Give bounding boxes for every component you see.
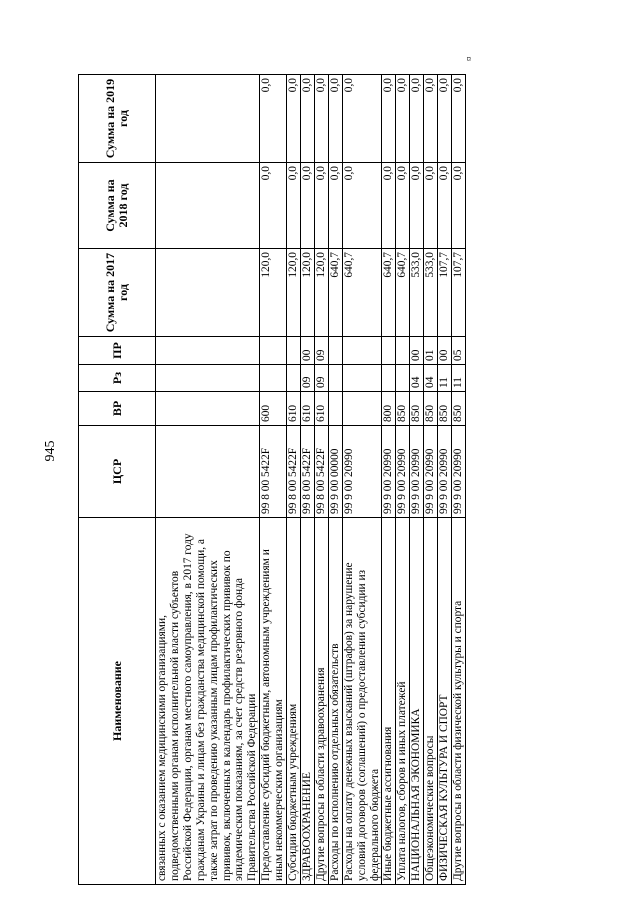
cell-csr: 99 8 00 5422F bbox=[287, 426, 301, 518]
cell-rz: 04 bbox=[410, 365, 424, 392]
cell-sum-2017: 107,7 bbox=[438, 249, 452, 337]
cell-vr: 850 bbox=[410, 392, 424, 426]
cell-sum-2018: 0,0 bbox=[300, 163, 314, 249]
table-row bbox=[424, 75, 438, 885]
cell-rz: 09 bbox=[314, 365, 328, 392]
cell-sum-2019: 0,0 bbox=[451, 75, 465, 163]
cell-pr: 05 bbox=[451, 337, 465, 365]
cell-name: связанных с оказанием медицинскими организациями, подведомственными органам исполнительной власти субъектов Российской Федерации, органам местного самоуправления, в 2017 году гражданам Украины и лицам без гражданства медицинской помощи, а также затрат по проведению указанным лицам профилактических прививок, включенных в календарь профилактических прививок по эпидемическим показаниям, за счет средств резервного фонда Правительства Российской Федерации bbox=[156, 518, 260, 885]
cell-sum-2018: 0,0 bbox=[342, 163, 382, 249]
cell-vr: 850 bbox=[424, 392, 438, 426]
table-header-row bbox=[79, 75, 156, 885]
cell-csr bbox=[156, 426, 260, 518]
cell-sum-2018: 0,0 bbox=[314, 163, 328, 249]
table-row bbox=[314, 75, 328, 885]
table-row bbox=[300, 75, 314, 885]
cell-sum-2019: 0,0 bbox=[260, 75, 287, 163]
cell-vr: 610 bbox=[287, 392, 301, 426]
cell-rz bbox=[260, 365, 287, 392]
header-vr: ВР bbox=[79, 392, 156, 426]
table-row bbox=[260, 75, 287, 885]
cell-pr bbox=[382, 337, 396, 365]
table-row bbox=[451, 75, 465, 885]
cell-sum-2017: 533,0 bbox=[410, 249, 424, 337]
cell-sum-2017: 120,0 bbox=[314, 249, 328, 337]
cell-name: Другие вопросы в области здравоохранения bbox=[314, 518, 328, 885]
cell-name: НАЦИОНАЛЬНАЯ ЭКОНОМИКА bbox=[410, 518, 424, 885]
cell-sum-2018: 0,0 bbox=[424, 163, 438, 249]
budget-table bbox=[78, 74, 466, 885]
cell-sum-2019: 0,0 bbox=[396, 75, 410, 163]
cell-vr: 610 bbox=[314, 392, 328, 426]
cell-sum-2017 bbox=[156, 249, 260, 337]
cell-csr: 99 9 00 20990 bbox=[342, 426, 382, 518]
cell-vr: 610 bbox=[300, 392, 314, 426]
cell-sum-2017: 107,7 bbox=[451, 249, 465, 337]
cell-vr bbox=[328, 392, 342, 426]
cell-rz bbox=[396, 365, 410, 392]
cell-vr: 800 bbox=[382, 392, 396, 426]
page-number: 945 bbox=[43, 440, 58, 462]
cell-rz bbox=[342, 365, 382, 392]
cell-sum-2019 bbox=[156, 75, 260, 163]
cell-sum-2018: 0,0 bbox=[410, 163, 424, 249]
cell-name: Субсидии бюджетным учреждениям bbox=[287, 518, 301, 885]
cell-pr bbox=[396, 337, 410, 365]
cell-rz: 04 bbox=[424, 365, 438, 392]
table-row bbox=[328, 75, 342, 885]
cell-sum-2017: 120,0 bbox=[260, 249, 287, 337]
cell-sum-2018 bbox=[156, 163, 260, 249]
cell-csr: 99 8 00 5422F bbox=[314, 426, 328, 518]
rotated-table-container bbox=[78, 75, 463, 885]
cell-name: Уплата налогов, сборов и иных платежей bbox=[396, 518, 410, 885]
cell-vr: 850 bbox=[438, 392, 452, 426]
cell-sum-2017: 533,0 bbox=[424, 249, 438, 337]
cell-rz bbox=[328, 365, 342, 392]
table-row bbox=[410, 75, 424, 885]
header-csr: ЦСР bbox=[79, 426, 156, 518]
cell-name: Другие вопросы в области физической культуры и спорта bbox=[451, 518, 465, 885]
header-sum-2018: Сумма на 2018 год bbox=[79, 163, 156, 249]
cell-pr bbox=[260, 337, 287, 365]
cell-pr: 00 bbox=[438, 337, 452, 365]
cell-csr: 99 9 00 20990 bbox=[382, 426, 396, 518]
cell-sum-2019: 0,0 bbox=[438, 75, 452, 163]
cell-sum-2017: 640,7 bbox=[342, 249, 382, 337]
cell-name: Предоставление субсидий бюджетным, автономным учреждениям и иным некоммерческим организациям bbox=[260, 518, 287, 885]
cell-sum-2019: 0,0 bbox=[300, 75, 314, 163]
cell-sum-2019: 0,0 bbox=[287, 75, 301, 163]
edge-mark: ¤ bbox=[464, 56, 474, 61]
cell-csr: 99 9 00 20990 bbox=[438, 426, 452, 518]
cell-name: Общеэкономические вопросы bbox=[424, 518, 438, 885]
cell-pr bbox=[287, 337, 301, 365]
header-pr: ПР bbox=[79, 337, 156, 365]
cell-pr bbox=[342, 337, 382, 365]
cell-sum-2017: 640,7 bbox=[328, 249, 342, 337]
cell-sum-2018: 0,0 bbox=[438, 163, 452, 249]
cell-vr bbox=[156, 392, 260, 426]
cell-rz bbox=[382, 365, 396, 392]
cell-sum-2018: 0,0 bbox=[328, 163, 342, 249]
table-row bbox=[382, 75, 396, 885]
cell-sum-2018: 0,0 bbox=[451, 163, 465, 249]
cell-pr bbox=[328, 337, 342, 365]
cell-sum-2019: 0,0 bbox=[328, 75, 342, 163]
cell-vr: 850 bbox=[451, 392, 465, 426]
cell-csr: 99 9 00 20990 bbox=[451, 426, 465, 518]
cell-vr: 850 bbox=[396, 392, 410, 426]
header-rz: Рз bbox=[79, 365, 156, 392]
table-row bbox=[287, 75, 301, 885]
header-sum-2017: Сумма на 2017 год bbox=[79, 249, 156, 337]
cell-vr: 600 bbox=[260, 392, 287, 426]
cell-sum-2018: 0,0 bbox=[382, 163, 396, 249]
cell-rz: 09 bbox=[300, 365, 314, 392]
cell-csr: 99 9 00 20990 bbox=[410, 426, 424, 518]
cell-sum-2017: 120,0 bbox=[300, 249, 314, 337]
table-row bbox=[438, 75, 452, 885]
cell-csr: 99 9 00 20990 bbox=[424, 426, 438, 518]
cell-name: Расходы по исполнению отдельных обязательств bbox=[328, 518, 342, 885]
cell-sum-2018: 0,0 bbox=[260, 163, 287, 249]
cell-sum-2019: 0,0 bbox=[342, 75, 382, 163]
cell-csr: 99 8 00 5422F bbox=[300, 426, 314, 518]
cell-sum-2019: 0,0 bbox=[410, 75, 424, 163]
cell-rz: 11 bbox=[451, 365, 465, 392]
cell-csr: 99 9 00 00000 bbox=[328, 426, 342, 518]
cell-sum-2019: 0,0 bbox=[424, 75, 438, 163]
cell-sum-2018: 0,0 bbox=[287, 163, 301, 249]
cell-sum-2017: 640,7 bbox=[396, 249, 410, 337]
cell-pr: 09 bbox=[314, 337, 328, 365]
cell-pr bbox=[156, 337, 260, 365]
cell-name: ФИЗИЧЕСКАЯ КУЛЬТУРА И СПОРТ bbox=[438, 518, 452, 885]
cell-sum-2019: 0,0 bbox=[314, 75, 328, 163]
cell-pr: 00 bbox=[410, 337, 424, 365]
cell-sum-2019: 0,0 bbox=[382, 75, 396, 163]
header-sum-2019: Сумма на 2019 год bbox=[79, 75, 156, 163]
header-name: Наименование bbox=[79, 518, 156, 885]
cell-rz: 11 bbox=[438, 365, 452, 392]
cell-vr bbox=[342, 392, 382, 426]
table-row bbox=[342, 75, 382, 885]
cell-rz bbox=[156, 365, 260, 392]
cell-name: ЗДРАВООХРАНЕНИЕ bbox=[300, 518, 314, 885]
cell-sum-2017: 120,0 bbox=[287, 249, 301, 337]
table-row bbox=[396, 75, 410, 885]
cell-rz bbox=[287, 365, 301, 392]
cell-sum-2017: 640,7 bbox=[382, 249, 396, 337]
cell-name: Расходы на оплату денежных взысканий (штрафов) за нарушение условий договоров (соглашений) о предоставлении субсидии из федерального бюджета bbox=[342, 518, 382, 885]
cell-name: Иные бюджетные ассигнования bbox=[382, 518, 396, 885]
cell-csr: 99 9 00 20990 bbox=[396, 426, 410, 518]
cell-csr: 99 8 00 5422F bbox=[260, 426, 287, 518]
cell-pr: 00 bbox=[300, 337, 314, 365]
table-body bbox=[156, 75, 466, 885]
cell-pr: 01 bbox=[424, 337, 438, 365]
table-row bbox=[156, 75, 260, 885]
cell-sum-2018: 0,0 bbox=[396, 163, 410, 249]
